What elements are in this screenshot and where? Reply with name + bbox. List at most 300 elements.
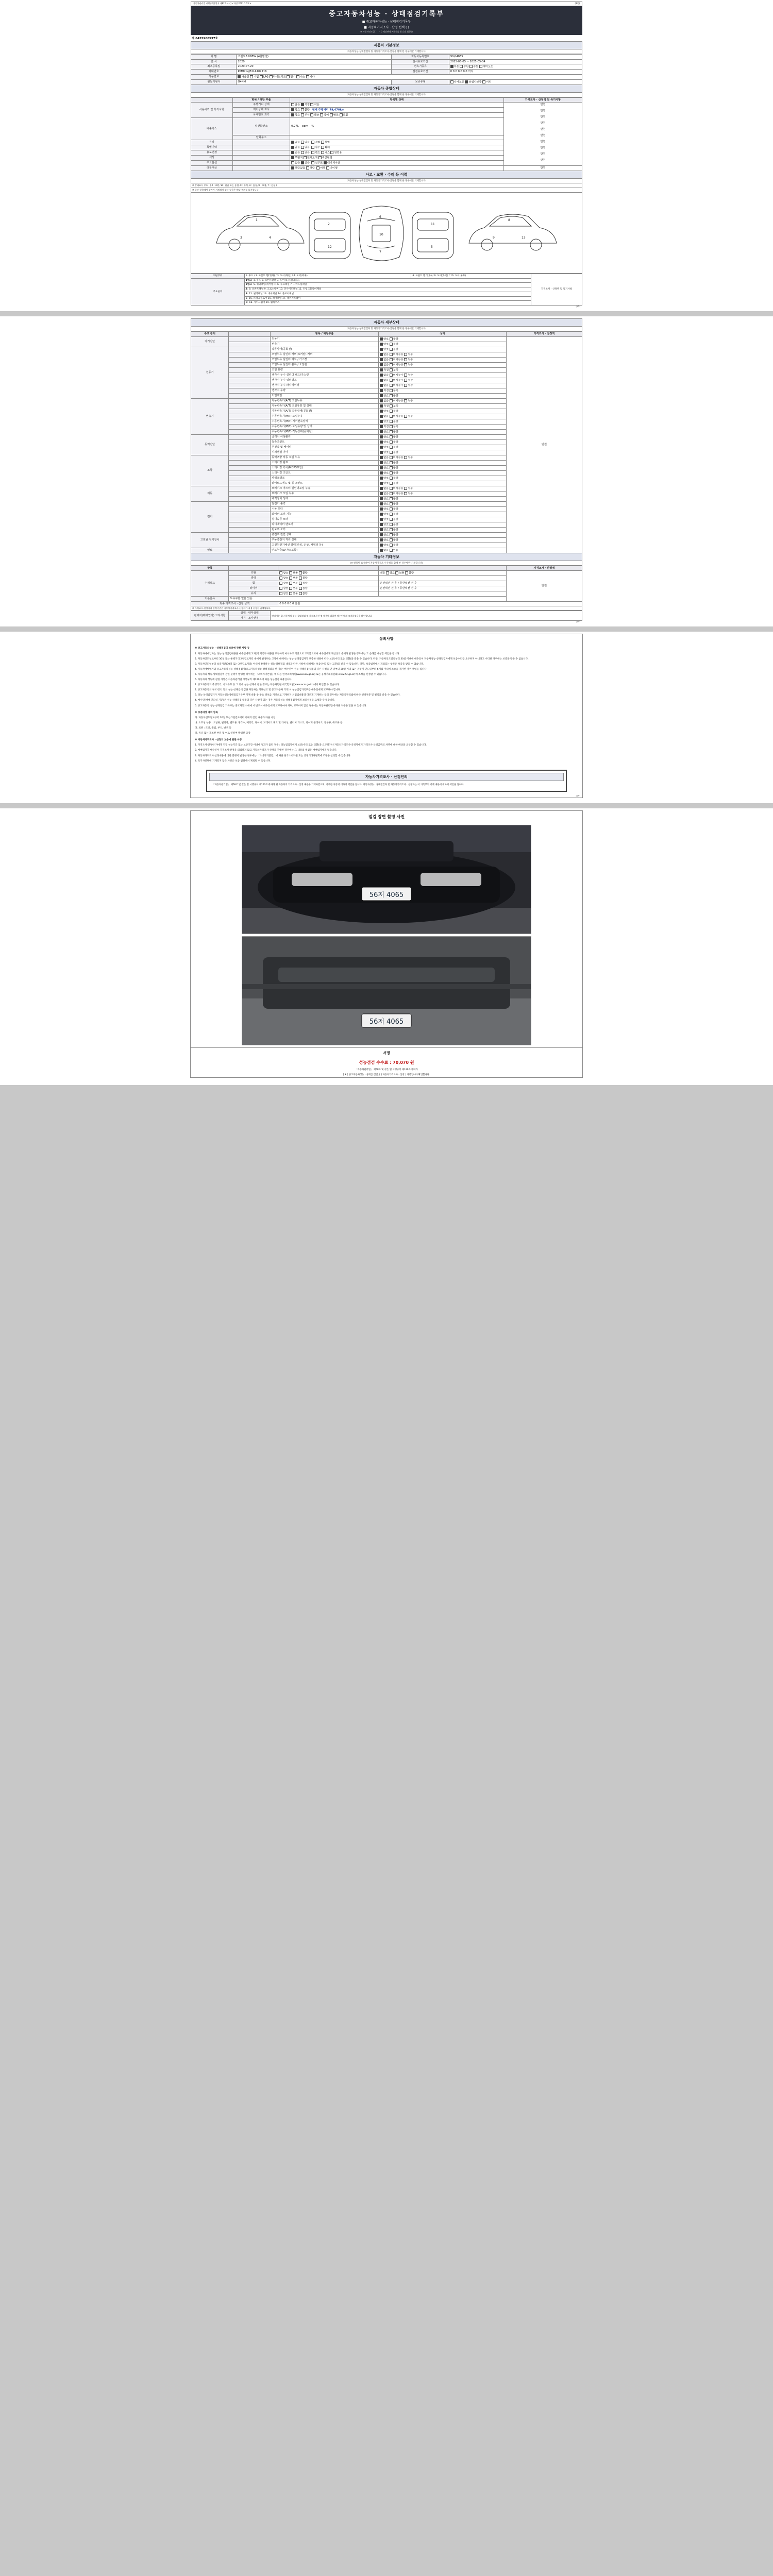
state-checkbox-7-2-0[interactable] [380,544,383,547]
basic-info-note: (자동차성능·상태점검자 및 자동차가격조사·산정을 함께 한 경우에만 기재합니다) [191,49,582,54]
car-outline-svg [206,194,567,272]
seller-notice-title: 판매자(매매업자) 고지사항 [191,611,229,621]
tuning-illegal-checkbox[interactable] [321,141,324,144]
state-checkbox-4-0-2[interactable] [404,456,407,459]
state-checkbox-5-1-1[interactable] [390,492,393,495]
svg-text:3: 3 [240,236,242,240]
state-checkbox-6-2-1[interactable] [390,513,393,516]
warranty-none-checkbox[interactable] [482,80,485,83]
wheel-normal-checkbox[interactable] [289,582,292,585]
rank-label-5: D [245,301,248,304]
overall-state-7: 무변색 전체도색 색상변경 [290,156,504,161]
document-subtitle-2: ■ 자동차가격조사 · 산정 선택 ( ) [364,26,409,29]
state-checkbox-2-3-1[interactable] [390,415,393,418]
document-number-value: 0425900537호 [195,37,218,40]
state-checkbox-1-1-0[interactable] [380,353,383,356]
option-sunroof-checkbox[interactable] [311,161,314,164]
fuel-hydrogen-checkbox[interactable] [296,75,299,78]
state-checkbox-1-2-1[interactable] [390,358,393,361]
state-checkbox-2-0-1[interactable] [390,399,393,402]
state-checkbox-4-4-0[interactable] [380,477,383,480]
state-checkbox-6-3-0[interactable] [380,518,383,521]
state-checkbox-7-2-1[interactable] [390,544,393,547]
overall-state-2: 양호 부식 훼손 상이 변조 도말 [290,113,504,118]
state-checkbox-5-0-2[interactable] [404,487,407,490]
detail-state-2-1: 적정 부족 [379,403,507,409]
state-checkbox-4-1-0[interactable] [380,461,383,464]
wheel-bad-checkbox[interactable] [299,582,302,585]
document-number-label: 제 [192,37,195,40]
state-checkbox-1-0-0[interactable] [380,348,383,351]
vin-diff-checkbox[interactable] [320,113,323,116]
detail-subgroup-3-3 [229,450,271,455]
overall-item-3: 일산화탄소 [232,118,290,135]
state-checkbox-2-2-1[interactable] [390,410,393,413]
state-checkbox-5-0-1[interactable] [390,487,393,490]
state-checkbox-5-2-0[interactable] [380,497,383,500]
detail-state-3-1: 양호 불량 [379,439,507,445]
color-full-repaint-checkbox[interactable] [304,156,307,159]
detail-item-3-3: 디퍼렌셜 기어 [271,450,379,455]
etc-value-0b: 내장 양호 보통 불량 [379,571,507,576]
state-checkbox-7-0-0[interactable] [380,533,383,536]
etc-value-4b [379,591,507,597]
notice-sub2-item-2: 3. 자동차가격조사·산정내용에 대한 분쟁이 발생한 경우에는 「소비자기본법」에 따른 한국소비자원 또는 공정거래위원회에 조정을 신청할 수 있습니다. [195,754,351,757]
detail-subgroup-1-9 [229,393,271,398]
state-checkbox-1-7-2[interactable] [404,384,407,387]
svg-text:2: 2 [328,223,330,226]
state-checkbox-1-1-1[interactable] [390,353,393,356]
overall-item-9 [232,166,290,171]
state-checkbox-1-6-1[interactable] [390,379,393,382]
state-checkbox-4-2-0[interactable] [380,466,383,469]
detail-state-1-0: 양호 불량 [379,347,507,352]
car-diagram [193,194,580,272]
basic-label-5b: 보증유형 [392,79,449,84]
state-checkbox-2-0-0[interactable] [380,399,383,402]
accident-rank-0 [244,278,531,283]
current-mileage-value: 현재 주행거리 79,470km [312,108,345,112]
state-checkbox-1-8-0[interactable] [380,389,383,392]
vin-good-checkbox[interactable] [291,113,294,116]
wheel-good-checkbox[interactable] [279,582,282,585]
detail-item-7-1: 구동축전지 격리 상태 [271,537,379,543]
detail-group-2: 변속기 [191,398,229,434]
detail-subgroup-2-5 [229,424,271,429]
detail-subgroup-4-5 [229,481,271,486]
polish-bad-checkbox[interactable] [299,577,302,580]
state-checkbox-1-5-0[interactable] [380,374,383,377]
exterior-bad-checkbox[interactable] [299,571,302,574]
detail-item-1-6: 냉각수 누수 워터펌프 [271,378,379,383]
state-checkbox-5-0-0[interactable] [380,487,383,490]
mileage-high-checkbox[interactable] [291,103,294,106]
detail-subgroup-2-1 [229,403,271,409]
rank-label-2: A [245,288,248,291]
accident-legend-1: ※ 상태표시 부호 : ( X : 교환, W : 판금 또는 용접, C : 부식, A : 흠집, U : 요철, T : 손상 ) [191,183,582,188]
state-checkbox-2-3-2[interactable] [404,415,407,418]
state-checkbox-3-2-0[interactable] [380,446,383,449]
basic-label-0b: 자동차등록번호 [392,55,449,60]
detail-group-6: 전기 [191,501,229,532]
overall-item-0: 주행거리 상태 [232,103,290,108]
state-checkbox-6-1-0[interactable] [380,507,383,511]
polish-good-checkbox[interactable] [279,577,282,580]
usage-none-checkbox[interactable] [291,151,294,154]
state-checkbox-1-5-1[interactable] [390,374,393,377]
signature-bar: 서명 [191,1047,582,1058]
fuel-electric-checkbox[interactable] [287,75,290,78]
recall-yes-checkbox[interactable] [306,166,309,170]
detail-item-2-4: 수동변속기(M/T) 기어변속장치 [271,419,379,424]
state-checkbox-6-5-0[interactable] [380,528,383,531]
detail-subgroup-1-4 [229,367,271,372]
detail-state-4-2: 양호 불량 [379,465,507,470]
detail-state-4-4: 양호 불량 [379,476,507,481]
state-checkbox-6-0-1[interactable] [390,502,393,505]
basic-value-0: 쏘렌토3.0NEW (4륜방열) [237,55,392,60]
etc-total-note: ※ 가격조사·산정가격 산정기준은 자동차가격조사·산정자가 직접 산정한 금액입니다. [191,606,582,611]
option-none-checkbox[interactable] [291,161,294,164]
overall-group-5: 특별이력 [191,145,233,150]
detail-item-2-5: 수동변속기(M/T) 오일유량 및 상태 [271,424,379,429]
tuning-legal-checkbox[interactable] [311,141,314,144]
recall-na-checkbox[interactable] [291,166,294,170]
vin-corrosion-checkbox[interactable] [301,113,304,116]
tuning-none-checkbox[interactable] [291,141,294,144]
overall-state-9: 해당없음 해당 이행 미이행 [290,166,504,171]
detail-item-2-2: 자동변속기(A/T) 작동상태(공회전) [271,409,379,414]
state-checkbox-2-1-0[interactable] [380,404,383,408]
overall-col-state: 항목별 상태 [290,97,504,103]
notice-item-4: 5. 자동차의 성능·상태점검에 관한 분쟁이 발생한 경우에는 「소비자기본법」에 따른 한국소비자원(www.kca.go.kr) 또는 공정거래위원회(www.ftc.go.kr)에 조정을 신청할 수 있습니다. [195,673,387,676]
state-checkbox-3-0-0[interactable] [380,435,383,438]
state-checkbox-4-4-1[interactable] [390,477,393,480]
document-note: ※ 자동차인도일( ㆍ ㆍ ) 해당란에 ✔표시를 합니다. (앞쪽) [360,30,413,33]
notice-item-5: 6. 자동차의 성능에 관한 사항은 자동차관리법 시행규칙 제120조에 따른 성능점검 내용입니다. [195,679,292,682]
glass-bad-checkbox[interactable] [299,592,302,595]
usage-business-checkbox[interactable] [330,151,333,154]
state-checkbox-1-0-1[interactable] [390,348,393,351]
detail-subgroup-1-7 [229,383,271,388]
accident-rank-5 [244,301,531,306]
etc-value-2b: 운전석전 전 후 / 동반석전 전 후 [379,581,507,586]
detail-item-4-2: 스티어링 기어(MDPS포함) [271,465,379,470]
detail-item-6-3: 실내송풍 모터 [271,517,379,522]
etc-label-0b: 내장 [380,571,385,575]
basic-label-0: 차 명 [191,55,237,60]
state-checkbox-2-0-2[interactable] [404,399,407,402]
state-checkbox-1-2-0[interactable] [380,358,383,361]
state-checkbox-3-1-0[interactable] [380,440,383,444]
option-navigation-checkbox[interactable] [324,161,327,164]
fuel-gasoline-checkbox[interactable] [238,75,241,78]
state-checkbox-2-5-0[interactable] [380,425,383,428]
overall-state-4: 없음 있음 적법 불법 [290,140,504,145]
detail-subgroup-4-1 [229,460,271,465]
mileage-low-checkbox[interactable] [310,103,313,106]
overall-group-8: 주요옵션 [191,161,233,166]
notice2-item-3: 4. 매수인(매매 인도일 기준)은 성능·상태점검 내용과 다른 사항이 있는 경우 자동차성능·상태점검자에게 보증수리를 요청할 수 있습니다. [195,699,335,702]
rank-text-1: 5. 쿼터패널(리어휀더) 6. 루프패널 7. 사이드실패널 [253,283,307,286]
tuning-yes-checkbox[interactable] [301,141,304,144]
state-checkbox-1-5-2[interactable] [404,374,407,377]
state-checkbox-0-0-1[interactable] [390,337,393,341]
declaration-title: 자동차가격조사 · 산정인의 [209,773,564,781]
state-checkbox-6-4-0[interactable] [380,523,383,526]
detail-note: (자동차성능·상태점검자 및 자동차가격조사·산정을 함께 한 경우에만 기재합니다) [191,327,582,331]
glass-normal-checkbox[interactable] [289,592,292,595]
history-flood-checkbox[interactable] [311,146,314,149]
detail-price-col: 만원 [506,336,582,553]
state-checkbox-6-4-1[interactable] [390,523,393,526]
state-checkbox-0-0-0[interactable] [380,337,383,341]
detail-item-1-3: 오일누유 실린더 블록 / 오일팬 [271,362,379,367]
accident-rank-1 [244,283,531,287]
state-checkbox-1-7-1[interactable] [390,384,393,387]
detail-item-4-1: 스티어링 펌프 [271,460,379,465]
option-yes-checkbox[interactable] [301,161,304,164]
vin-damage-checkbox[interactable] [310,113,313,116]
interior-good-checkbox[interactable] [386,571,389,574]
state-checkbox-5-1-0[interactable] [380,492,383,495]
svg-text:12: 12 [328,245,332,249]
state-checkbox-8-0-0[interactable] [380,549,383,552]
recall-done-checkbox[interactable] [316,166,320,170]
state-checkbox-2-4-1[interactable] [390,420,393,423]
svg-text:7: 7 [379,250,381,254]
part-10: 10. 도어(우후) [450,275,466,277]
notice-item-3: 4. 자동차매매업자와 중고자동차성능·상태점검자(중고자동차성능·상태점검을 한 자)는 매수인이 성능·상태점검 내용과 다른 사실을 안 날부터 30일 이내 또는 자동차 인도일부터 6개월 이내에 소송을 제기한 경우 책임을 집니다. [195,668,428,671]
state-checkbox-1-3-2[interactable] [404,363,407,366]
usage-lease-checkbox[interactable] [321,151,324,154]
detail-state-4-0: 없음 미세누유 누유 [379,455,507,460]
detail-state-1-5: 없음 미세누수 누수 [379,372,507,378]
usage-rent-checkbox[interactable] [311,151,314,154]
state-checkbox-3-0-1[interactable] [390,435,393,438]
state-checkbox-3-2-1[interactable] [390,446,393,449]
state-checkbox-2-1-1[interactable] [390,404,393,408]
detail-subgroup-3-1 [229,439,271,445]
etc-value-4: 양호 보통 불량 [278,591,379,597]
detail-state-7-1: 양호 불량 [379,537,507,543]
detail-item-1-0: 작동상태(공회전) [271,347,379,352]
transmission-cvt-checkbox[interactable] [460,65,463,68]
state-checkbox-1-4-1[interactable] [390,368,393,371]
state-checkbox-1-8-1[interactable] [390,389,393,392]
detail-item-1-4: 오일 유량 [271,367,379,372]
detail-subgroup-6-5 [229,527,271,532]
transmission-semi-checkbox[interactable] [479,65,482,68]
state-checkbox-4-0-0[interactable] [380,456,383,459]
state-checkbox-6-3-1[interactable] [390,518,393,521]
notice-item-2: 3. 자동차인도일부터 보증기간(30일 또는 2천킬로미터) 이내에 발생하는 성능·상태점검 내용과 다른 사항에 대해서는 보증(수리 또는 교환)을 받을 수 있습니다. 다만, 보증범위에서 제외되는 항목은 보증을 받을 수 없습니다. [195,663,424,666]
state-checkbox-2-5-1[interactable] [390,425,393,428]
detail-item-6-2: 와이퍼 모터 기능 [271,512,379,517]
detail-group-5: 제동 [191,486,229,501]
overall-state-1: 양호 불량 현재 주행거리 79,470km [290,108,504,113]
meter-good-checkbox[interactable] [291,108,294,111]
basic-label-2b: 변속기종류 [392,64,449,70]
meter-bad-checkbox[interactable] [301,108,304,111]
state-checkbox-0-1-0[interactable] [380,343,383,346]
rank-label-1: 2랭크 [245,283,252,286]
warranty-insurance-checkbox[interactable] [465,80,468,83]
usage-yes-checkbox[interactable] [301,151,304,154]
state-checkbox-6-1-1[interactable] [390,507,393,511]
state-checkbox-6-2-0[interactable] [380,513,383,516]
rank-text-0: 1. 후드 2. 프론트휀더 3. 도어 4. 트렁크리드 [253,279,300,282]
notice-item-1: 2. 자동차인도일로부터 30일 또는 운행거리 2천킬로미터 내에서 발생하는 고장에 대해서는 성능·상태점검자가 보증한 내용에 따라 보증(수리 또는 교환)을 받을 수 있습니다. 다만, 자동차인도일로부터 30일 이내에 매수인이 자동차성능·상태점검자에게 보증수리를 요구하지 아니하고 수리한 경우에는 보증을 받을 수 없습니다. [195,657,529,660]
notice-body [191,645,582,766]
etc-col-2b [379,566,507,571]
detail-subgroup-1-6 [229,378,271,383]
detail-rows-body [191,336,582,553]
detail-state-1-7: 없음 미세누수 누수 [379,383,507,388]
state-checkbox-7-0-1[interactable] [390,533,393,536]
state-checkbox-4-0-1[interactable] [390,456,393,459]
detail-state-2-5: 적정 부족 [379,424,507,429]
notice-sub-head-2: ※ 자동차가격조사 · 산정의 보증에 관한 사항 [195,739,242,742]
rank-label-4: C [245,297,248,300]
state-checkbox-4-5-0[interactable] [380,482,383,485]
color-changed-checkbox[interactable] [318,156,322,159]
tire-bad-checkbox[interactable] [299,587,302,590]
etc-total-value: 0 0 0 0 0 0 만원 [278,601,582,606]
tire-good-checkbox[interactable] [279,587,282,590]
detail-state-table [191,331,582,553]
state-checkbox-1-2-2[interactable] [404,358,407,361]
glass-good-checkbox[interactable] [279,592,282,595]
exterior-good-checkbox[interactable] [279,571,282,574]
state-checkbox-1-4-0[interactable] [380,368,383,371]
state-checkbox-4-3-0[interactable] [380,471,383,474]
state-checkbox-2-6-0[interactable] [380,430,383,433]
interior-bad-checkbox[interactable] [405,571,408,574]
table-row [191,336,582,342]
detail-subgroup-4-3 [229,470,271,476]
state-checkbox-0-1-1[interactable] [390,343,393,346]
fuel-lpg-checkbox[interactable] [260,75,263,78]
car-diagram-box [191,193,582,274]
state-checkbox-4-2-1[interactable] [390,466,393,469]
fuel-hybrid-checkbox[interactable] [270,75,273,78]
detail-item-6-0: 발전기 출력 [271,501,379,506]
history-yes-checkbox[interactable] [301,146,304,149]
overall-state-3b [290,135,504,140]
form-legal-ref: 자동차관리법 시행규칙 [별지 제82호서식] <개정 2021.1.13.> [193,2,251,5]
vin-alter-checkbox[interactable] [330,113,333,116]
detail-state-5-1: 없음 미세누유 누유 [379,491,507,496]
state-checkbox-3-1-1[interactable] [390,440,393,444]
detail-subgroup-2-0 [229,398,271,403]
detail-item-2-1: 자동변속기(A/T) 오일유량 및 상태 [271,403,379,409]
state-checkbox-1-1-2[interactable] [404,353,407,356]
mileage-normal-checkbox[interactable] [301,103,304,106]
state-checkbox-8-0-1[interactable] [390,549,393,552]
history-none-checkbox[interactable] [291,146,294,149]
state-checkbox-1-6-2[interactable] [404,379,407,382]
detail-subgroup-5-2 [229,496,271,501]
state-checkbox-1-3-0[interactable] [380,363,383,366]
state-checkbox-6-0-0[interactable] [380,502,383,505]
detail-subgroup-4-4 [229,476,271,481]
fuel-other-checkbox[interactable] [306,75,309,78]
state-checkbox-6-5-1[interactable] [390,528,393,531]
state-checkbox-5-1-2[interactable] [404,492,407,495]
state-checkbox-1-3-1[interactable] [390,363,393,366]
state-checkbox-3-3-1[interactable] [390,451,393,454]
state-checkbox-2-3-0[interactable] [380,415,383,418]
state-checkbox-4-3-1[interactable] [390,471,393,474]
color-original-checkbox[interactable] [291,156,294,159]
history-fire-checkbox[interactable] [321,146,324,149]
state-checkbox-7-1-0[interactable] [380,538,383,541]
state-checkbox-2-6-1[interactable] [390,430,393,433]
state-checkbox-5-2-1[interactable] [390,497,393,500]
etc-label-4: 유리 [229,591,278,597]
basic-label-1: 연 식 [191,59,237,64]
detail-subgroup-2-4 [229,419,271,424]
state-checkbox-2-2-0[interactable] [380,410,383,413]
basic-label-3b: 점검유효기간 [392,70,449,75]
transmission-manual-checkbox[interactable] [469,65,473,68]
recall-notdone-checkbox[interactable] [326,166,329,170]
state-checkbox-1-7-0[interactable] [380,384,383,387]
page-footer-1: (3쪽) [576,306,580,308]
vin-erase-checkbox[interactable] [340,113,343,116]
transmission-auto-checkbox[interactable] [450,65,453,68]
detail-state-1-2: 없음 미세누유 누유 [379,357,507,362]
photo-underbody [242,936,531,1045]
detail-subgroup-6-4 [229,522,271,527]
detail-group-7: 고전원 전기장치 [191,532,229,548]
exterior-normal-checkbox[interactable] [289,571,292,574]
state-checkbox-2-4-0[interactable] [380,420,383,423]
overall-col-item: 항목 / 해당 부품 [232,97,290,103]
detail-subgroup-3-0 [229,434,271,439]
state-checkbox-4-1-1[interactable] [390,461,393,464]
detail-subgroup-7-0 [229,532,271,537]
state-checkbox-7-1-1[interactable] [390,538,393,541]
basic-value-1: 2020 [237,59,392,64]
detail-subgroup-2-6 [229,429,271,434]
detail-state-1-4: 적정 부족 [379,367,507,372]
state-checkbox-4-5-1[interactable] [390,482,393,485]
detail-subgroup-1-0 [229,347,271,352]
detail-item-5-2: 배력장치 상태 [271,496,379,501]
fuel-diesel-checkbox[interactable] [250,75,253,78]
accident-price-col: 가격조사 · 산정액 및 특기사항 [531,274,582,306]
state-checkbox-1-9-1[interactable] [390,394,393,397]
overall-group-4: 튜닝 [191,140,233,145]
seller-price-label-2: 가격 · 조사산정 [229,616,271,621]
state-checkbox-1-9-0[interactable] [380,394,383,397]
detail-state-1-3: 없음 미세누유 누유 [379,362,507,367]
tire-normal-checkbox[interactable] [289,587,292,590]
detail-state-2-2: 양호 불량 [379,409,507,414]
polish-normal-checkbox[interactable] [289,577,292,580]
interior-normal-checkbox[interactable] [395,571,398,574]
etc-price-col: 만원 [507,571,582,602]
accident-legend-2: ※ 하단 항목에서 숫자가 기재되어 있는 항목은 해당 부위를 표시합니다. [191,188,582,193]
state-checkbox-1-6-0[interactable] [380,379,383,382]
accident-rank-3 [244,292,531,296]
warranty-self-checkbox[interactable] [450,80,453,83]
state-checkbox-3-3-0[interactable] [380,451,383,454]
basic-info-table [191,54,582,85]
etc-col-1: 항목 [191,566,229,571]
